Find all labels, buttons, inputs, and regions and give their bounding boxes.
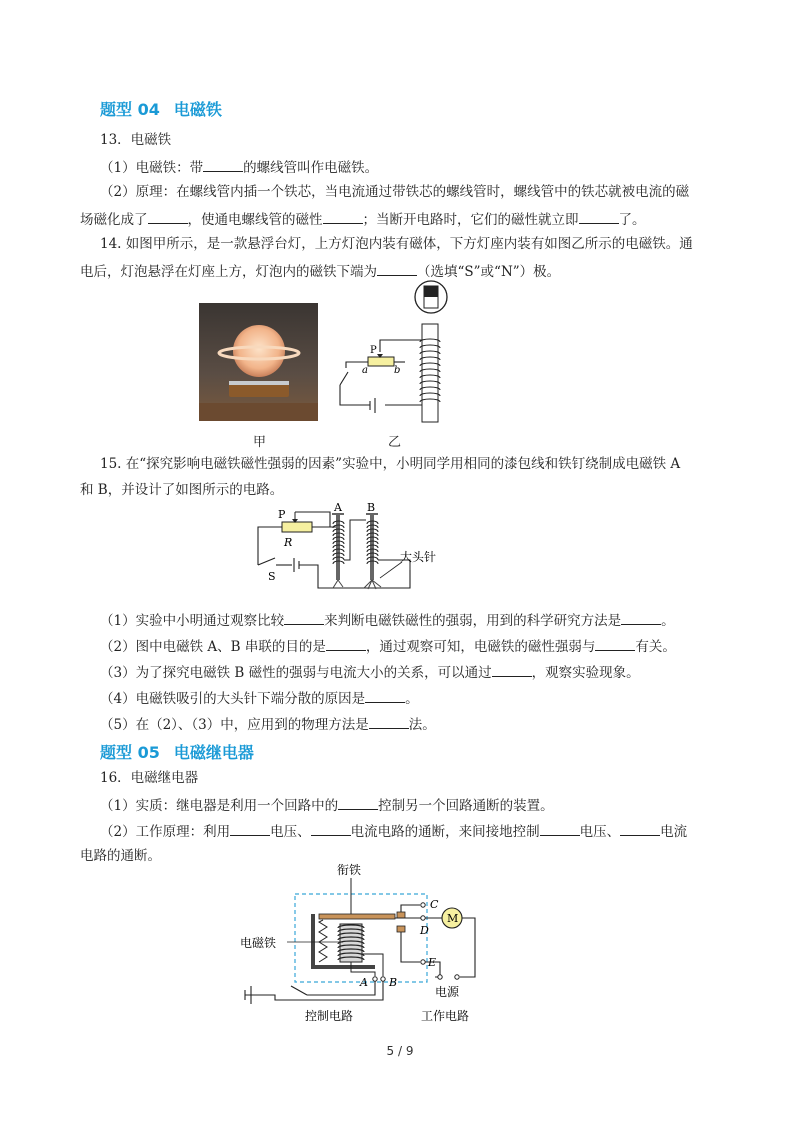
- figure-caption-b: 乙: [388, 435, 402, 450]
- pin-label: 大头针: [400, 550, 437, 564]
- q15-sub-5: （5）在（2）、（3）中，应用到的物理方法是 法。: [100, 714, 436, 734]
- working-circuit-label: 工作电路: [421, 1009, 470, 1023]
- answer-blank[interactable]: [579, 209, 619, 224]
- q13-line-2: （2）原理：在螺线管内插一个铁芯，当电流通过带铁芯的螺线管时，螺线管中的铁芯就被电流的磁: [100, 184, 690, 200]
- answer-blank[interactable]: [492, 662, 532, 677]
- answer-blank[interactable]: [338, 795, 378, 810]
- slider-label-p: P: [370, 345, 377, 356]
- terminal-label-b: B: [389, 976, 398, 989]
- section-heading-04: [100, 97, 222, 120]
- q15-sub-1: （1）实验中小明通过观察比较 来判断电磁铁磁性的强弱，用到的科学研究方法是 。: [100, 610, 675, 630]
- answer-blank[interactable]: [369, 714, 409, 729]
- section-number: 题型 05: [100, 743, 160, 762]
- q13-line-3: 场磁化成了 ，使通电螺线管的磁性 ；当断开电路时，它们的磁性就立即 了。: [80, 209, 646, 229]
- q16-line-2: （2）工作原理：利用 电压、 电流电路的通断，来间接地控制 电压、 电流: [100, 821, 687, 841]
- switch-label-s: S: [268, 570, 276, 583]
- answer-blank[interactable]: [540, 821, 580, 836]
- figure-caption-a: 甲: [253, 435, 267, 450]
- control-circuit-label: 控制电路: [305, 1009, 354, 1023]
- magnet-label-b: B: [367, 501, 376, 514]
- contact-label-e: E: [428, 956, 437, 969]
- electromagnet-circuit-diagram: [330, 280, 460, 425]
- series-electromagnets-diagram: [250, 500, 450, 592]
- terminal-label-a: A: [360, 976, 368, 989]
- section-title: 电磁继电器: [173, 743, 254, 762]
- answer-blank[interactable]: [148, 209, 188, 224]
- answer-blank[interactable]: [365, 688, 405, 703]
- q16-line-1: （1）实质：继电器是利用一个回路中的 控制另一个回路通断的装置。: [100, 795, 554, 815]
- slider-label-p: P: [278, 508, 286, 521]
- answer-blank[interactable]: [323, 209, 363, 224]
- lamp-photo: [199, 303, 318, 421]
- armature-label: 衔铁: [337, 863, 362, 877]
- q14-line-2: 电后，灯泡悬浮在灯座上方，灯泡内的磁铁下端为 （选填“S”或“N”）极。: [80, 261, 560, 281]
- q13-title: 13．电磁铁: [100, 132, 172, 148]
- answer-blank[interactable]: [620, 821, 660, 836]
- electromagnet-label: 电磁铁: [240, 936, 277, 950]
- q16-line-3: 电路的通断。: [80, 848, 161, 864]
- answer-blank[interactable]: [284, 610, 324, 625]
- power-label: 电源: [435, 985, 460, 999]
- magnet-label-a: A: [334, 501, 342, 514]
- relay-diagram: [235, 862, 495, 1028]
- section-number: 题型 04: [100, 100, 160, 119]
- answer-blank[interactable]: [595, 636, 635, 651]
- rheostat-label-r: R: [284, 536, 293, 549]
- answer-blank[interactable]: [311, 821, 351, 836]
- answer-blank[interactable]: [230, 821, 270, 836]
- q15-sub-2: （2）图中电磁铁 A、B 串联的目的是 ，通过观察可知，电磁铁的磁性强弱与 有关。: [100, 636, 676, 656]
- q15-sub-3: （3）为了探究电磁铁 B 磁性的强弱与电流大小的关系，可以通过 ，观察实验现象。: [100, 662, 640, 682]
- q15-line-2: 和 B，并设计了如图所示的电路。: [80, 482, 284, 498]
- q16-title: 16．电磁继电器: [100, 770, 199, 786]
- section-title: 电磁铁: [173, 100, 222, 119]
- motor-label: M: [447, 912, 459, 925]
- answer-blank[interactable]: [377, 261, 417, 276]
- q14-line-1: 14. 如图甲所示，是一款悬浮台灯，上方灯泡内装有磁体，下方灯座内装有如图乙所示的电磁铁。通: [100, 236, 693, 252]
- answer-blank[interactable]: [326, 636, 366, 651]
- contact-label-d: D: [420, 924, 429, 937]
- q13-line-1: （1）电磁铁：带 的螺线管叫作电磁铁。: [100, 157, 378, 177]
- page-number: 5 / 9: [386, 1044, 414, 1058]
- terminal-label-b: b: [394, 365, 401, 376]
- contact-label-c: C: [430, 898, 439, 911]
- answer-blank[interactable]: [203, 157, 243, 172]
- terminal-label-a: a: [362, 365, 368, 376]
- section-heading-05: [100, 740, 254, 763]
- q15-sub-4: （4）电磁铁吸引的大头针下端分散的原因是 。: [100, 688, 419, 708]
- answer-blank[interactable]: [621, 610, 661, 625]
- q15-line-1: 15. 在“探究影响电磁铁磁性强弱的因素”实验中，小明同学用相同的漆包线和铁钉绕制成电磁铁 A: [100, 456, 681, 472]
